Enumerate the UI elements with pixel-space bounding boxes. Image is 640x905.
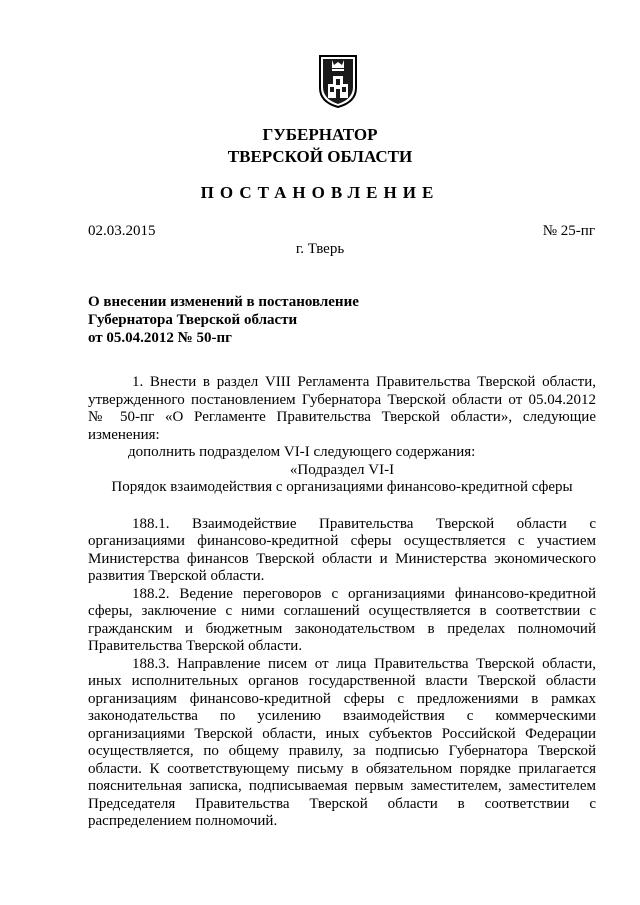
subject-line: от 05.04.2012 № 50-пг xyxy=(88,330,232,346)
section-title: «Подраздел VI-I xyxy=(289,461,395,478)
subject-line: Губернатора Тверской области xyxy=(88,312,298,328)
paragraph-188-1: 188.1. Взаимодействие Правительства Тверской области с организациями финансово-кредитной сферы осуществляется с участием Министерства финансов Тверской области и Министерства экономического развития Тверской области. xyxy=(88,515,596,584)
coat-of-arms-icon xyxy=(318,54,358,108)
document-date: 02.03.2015 xyxy=(88,223,156,239)
subject-line: О внесении изменений в постановление xyxy=(88,294,359,310)
authority-title-line2: ТВЕРСКОЙ ОБЛАСТИ xyxy=(227,147,413,166)
paragraph-188-3: 188.3. Направление писем от лица Правительства Тверской области, иных исполнительных органов государственной власти Тверской области организациям финансово-кредитной сферы с предложениями в рамках законодательства по усилению взаимодействия с коммерческими организациями Тверской области, иных субъектов Российской Федерации осуществляется, по общему правилу, за подписью Губернатора Тверской области. К соответствующему письму в обязательном порядке прилагается пояснительная записка, подписываемая первым заместителем, заместителем Председателя Правительства Тверской области в соответствии с распределением полномочий. xyxy=(88,655,596,829)
paragraph-1: 1. Внести в раздел VIII Регламента Правительства Тверской области, утвержденного постановлением Губернатора Тверской области от 05.04.2012 № 50-пг «О Регламенте Правительства Тверской области», следующие изменения: xyxy=(88,374,596,443)
document-city: г. Тверь xyxy=(295,241,345,257)
authority-title-line1: ГУБЕРНАТОР xyxy=(262,125,378,144)
section-subtitle: Порядок взаимодействия с организациями финансово-кредитной сферы xyxy=(111,479,573,495)
document-body xyxy=(88,374,596,831)
document-number: № 25-пг xyxy=(542,223,595,239)
document-kind: ПОСТАНОВЛЕНИЕ xyxy=(200,183,440,202)
paragraph-2: дополнить подразделом VI-I следующего содержания: xyxy=(128,444,476,460)
spacer xyxy=(88,497,596,516)
document-subject xyxy=(88,293,408,347)
paragraph-188-2: 188.2. Ведение переговоров с организациями финансово-кредитной сферы, заключение с ними соглашений осуществляется в соответствии с гражданским и бюджетным законодательством в пределах полномочий Правительства Тверской области. xyxy=(88,585,596,654)
